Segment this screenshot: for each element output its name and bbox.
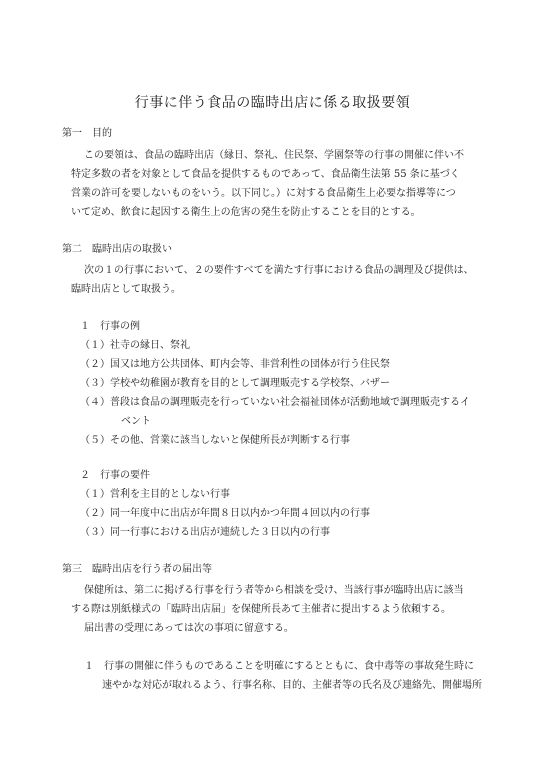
- section-3-line-2: する際は別紙様式の「臨時出店届」を保健所長あて主催者に提出するよう依頼する。: [71, 604, 451, 615]
- section-1-line-3: 営業の許可を要しないものをいう。以下同じ。）に対する食品衛生上必要な指導等につ: [71, 188, 456, 199]
- section-2-line-1: 次の１の行事において、２の要件すべてを満たす行事における食品の調理及び提供は、: [84, 265, 474, 276]
- list-item: （１）社寺の縁日、祭礼: [80, 340, 190, 351]
- list-item: （３）同一行事における出店が連続した３日以内の行事: [80, 527, 330, 538]
- section-3-line-1: 保健所は、第二に掲げる行事を行う者等から相談を受け、当該行事が臨時出店に該当: [84, 585, 464, 596]
- section-2-heading: 第二 臨時出店の取扱い: [62, 244, 172, 255]
- list-item: （２）同一年度中に出店が年間８日以内かつ年間４回以内の行事: [80, 508, 370, 519]
- document-title: 行事に伴う食品の臨時出店に係る取扱要領: [134, 95, 411, 111]
- section-3-item-1-line-2: 速やかな対応が取れるよう、行事名称、目的、主催者等の氏名及び連絡先、開催場所: [102, 680, 482, 691]
- subsection-1-heading: １ 行事の例: [80, 321, 140, 332]
- list-item: （１）営利を主目的としない行事: [80, 489, 230, 500]
- section-2-line-2: 臨時出店として取扱う。: [71, 284, 181, 295]
- section-1-line-2: 特定多数の者を対象として食品を提供するものであって、食品衛生法第 55 条に基づく: [71, 169, 460, 180]
- section-1-line-4: いて定め、飲食に起因する衛生上の危害の発生を防止することを目的とする。: [71, 207, 421, 218]
- section-3-item-1-line-1: １ 行事の開催に伴うものであることを明確にするとともに、食中毒等の事故発生時に: [84, 661, 474, 672]
- section-1-line-1: この要領は、食品の臨時出店（縁日、祭礼、住民祭、学園祭等の行事の開催に伴い不: [84, 150, 464, 161]
- section-3-line-3: 届出書の受理にあっては次の事項に留意する。: [84, 623, 294, 634]
- list-item: （３）学校や幼稚園が教育を目的として調理販売する学校祭、バザー: [80, 378, 390, 389]
- list-item: （２）国又は地方公共団体、町内会等、非営利性の団体が行う住民祭: [80, 359, 390, 370]
- list-item: （５）その他、営業に該当しないと保健所長が判断する行事: [80, 435, 350, 446]
- section-1-heading: 第一 目的: [62, 128, 112, 139]
- subsection-2-heading: ２ 行事の要件: [80, 470, 150, 481]
- list-item: （４）普段は食品の調理販売を行っていない社会福祉団体が活動地域で調理販売するイ: [80, 397, 470, 408]
- list-item-continuation: ベント: [121, 416, 151, 427]
- section-3-heading: 第三 臨時出店を行う者の届出等: [62, 564, 212, 575]
